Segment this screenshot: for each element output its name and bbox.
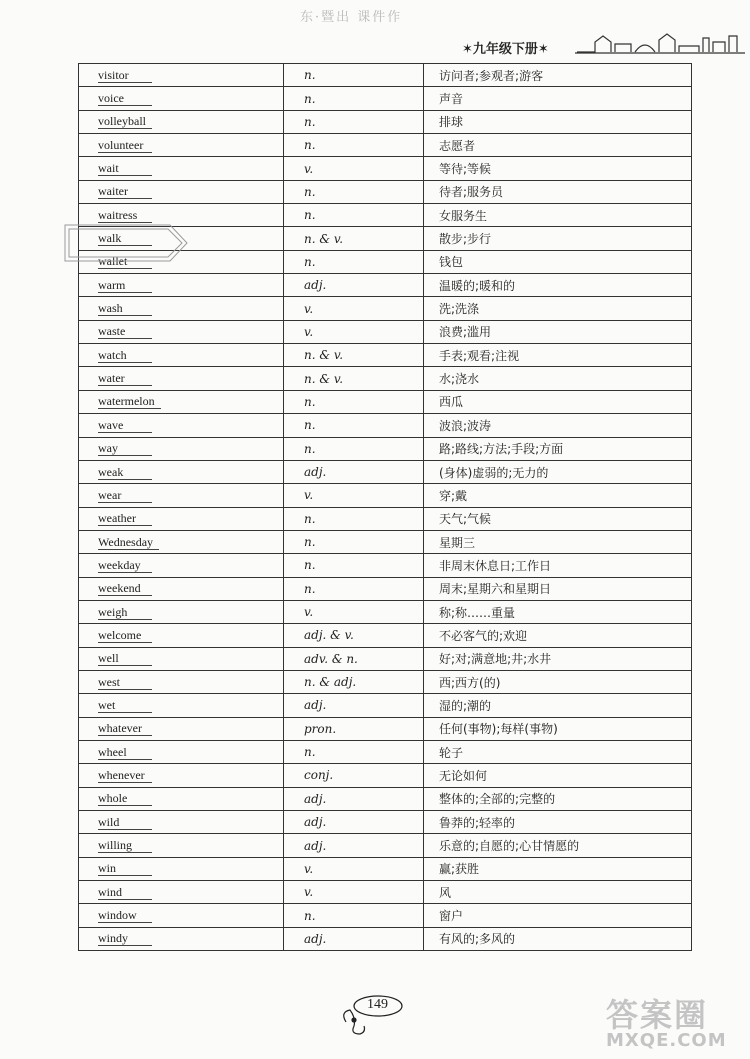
word-cell (79, 180, 284, 203)
meaning-cell: 轮子 (424, 740, 692, 763)
vocabulary-table (78, 63, 692, 951)
word-cell (79, 787, 284, 810)
meaning-cell: 路;路线;方法;手段;方面 (424, 437, 692, 460)
word-text: weigh (98, 606, 152, 620)
table-row (79, 927, 692, 950)
table-row (79, 881, 692, 904)
meaning-cell: 鲁莽的;轻率的 (424, 811, 692, 834)
part-of-speech-cell: adj. & v. (284, 624, 424, 647)
grade-label: 九年级下册 (472, 42, 538, 57)
word-text: whole (98, 792, 152, 806)
part-of-speech-cell: adj. (284, 927, 424, 950)
table-row (79, 787, 692, 810)
part-of-speech-cell: n. (284, 414, 424, 437)
meaning-cell: 无论如何 (424, 764, 692, 787)
grade-banner (462, 38, 549, 57)
table-row (79, 811, 692, 834)
word-cell (79, 577, 284, 600)
word-cell (79, 134, 284, 157)
word-text: watermelon (98, 395, 161, 409)
word-cell (79, 460, 284, 483)
part-of-speech-cell: adj. (284, 460, 424, 483)
meaning-cell: 志愿者 (424, 134, 692, 157)
part-of-speech-cell: n. (284, 110, 424, 133)
table-row (79, 110, 692, 133)
meaning-cell: 水;浇水 (424, 367, 692, 390)
word-cell (79, 484, 284, 507)
part-of-speech-cell: v. (284, 484, 424, 507)
word-cell (79, 927, 284, 950)
word-cell (79, 811, 284, 834)
meaning-cell: 西瓜 (424, 390, 692, 413)
part-of-speech-cell: v. (284, 320, 424, 343)
table-row (79, 390, 692, 413)
word-cell (79, 507, 284, 530)
table-row (79, 904, 692, 927)
part-of-speech-cell: v. (284, 600, 424, 623)
part-of-speech-cell: n. (284, 390, 424, 413)
meaning-cell: 周末;星期六和星期日 (424, 577, 692, 600)
part-of-speech-cell: adv. & n. (284, 647, 424, 670)
meaning-cell: 整体的;全部的;完整的 (424, 787, 692, 810)
part-of-speech-cell: n. & v. (284, 227, 424, 250)
word-text: wash (98, 302, 152, 316)
table-row (79, 484, 692, 507)
watermark-line1: 答案圈 (606, 996, 709, 1034)
watermark (606, 990, 746, 1054)
word-text: wind (98, 886, 152, 900)
word-cell (79, 740, 284, 763)
part-of-speech-cell: v. (284, 857, 424, 880)
meaning-cell: 穿;戴 (424, 484, 692, 507)
word-text: wear (98, 489, 152, 503)
meaning-cell: 洗;洗涤 (424, 297, 692, 320)
table-row (79, 134, 692, 157)
meaning-cell: 波浪;波涛 (424, 414, 692, 437)
word-cell (79, 717, 284, 740)
word-text: welcome (98, 629, 152, 643)
meaning-cell: (身体)虚弱的;无力的 (424, 460, 692, 483)
table-row (79, 694, 692, 717)
table-row (79, 274, 692, 297)
word-text: whenever (98, 769, 152, 783)
word-cell (79, 390, 284, 413)
meaning-cell: 称;称……重量 (424, 600, 692, 623)
meaning-cell: 访问者;参观者;游客 (424, 64, 692, 87)
table-row (79, 647, 692, 670)
word-text: weather (98, 512, 152, 526)
skyline-decoration-icon (575, 30, 745, 56)
word-text: waste (98, 325, 152, 339)
table-row (79, 460, 692, 483)
part-of-speech-cell: n. (284, 530, 424, 553)
word-text: windy (98, 932, 152, 946)
word-text: wait (98, 162, 152, 176)
meaning-cell: 西;西方(的) (424, 670, 692, 693)
word-text: waitress (98, 209, 152, 223)
word-text: window (98, 909, 152, 923)
word-cell (79, 624, 284, 647)
word-cell (79, 881, 284, 904)
part-of-speech-cell: v. (284, 297, 424, 320)
word-text: willing (98, 839, 152, 853)
part-of-speech-cell: n. (284, 87, 424, 110)
word-text: weekday (98, 559, 152, 573)
part-of-speech-cell: conj. (284, 764, 424, 787)
part-of-speech-cell: n. (284, 204, 424, 227)
table-row (79, 507, 692, 530)
part-of-speech-cell: n. & v. (284, 367, 424, 390)
word-cell (79, 904, 284, 927)
word-text: voice (98, 92, 152, 106)
table-row (79, 834, 692, 857)
meaning-cell: 散步;步行 (424, 227, 692, 250)
table-row (79, 530, 692, 553)
star-icon: ✶ (537, 42, 549, 57)
word-text: warm (98, 279, 152, 293)
word-cell (79, 297, 284, 320)
table-row (79, 437, 692, 460)
meaning-cell: 手表;观看;注视 (424, 344, 692, 367)
meaning-cell: 排球 (424, 110, 692, 133)
meaning-cell: 乐意的;自愿的;心甘情愿的 (424, 834, 692, 857)
part-of-speech-cell: n. (284, 64, 424, 87)
table-row (79, 764, 692, 787)
table-row (79, 414, 692, 437)
word-cell (79, 320, 284, 343)
meaning-cell: 好;对;满意地;井;水井 (424, 647, 692, 670)
table-row (79, 600, 692, 623)
part-of-speech-cell: v. (284, 881, 424, 904)
word-text: well (98, 652, 152, 666)
word-text: win (98, 862, 152, 876)
word-cell (79, 600, 284, 623)
part-of-speech-cell: n. & v. (284, 344, 424, 367)
stamp-mark (55, 205, 190, 275)
meaning-cell: 不必客气的;欢迎 (424, 624, 692, 647)
word-text: way (98, 442, 152, 456)
part-of-speech-cell: adj. (284, 694, 424, 717)
word-text: wet (98, 699, 152, 713)
meaning-cell: 星期三 (424, 530, 692, 553)
header-top-text: 东·暨出 课件作 (300, 10, 403, 25)
word-cell (79, 764, 284, 787)
table-row (79, 717, 692, 740)
part-of-speech-cell: n. (284, 250, 424, 273)
table-row (79, 320, 692, 343)
word-text: volunteer (98, 139, 152, 153)
part-of-speech-cell: adj. (284, 811, 424, 834)
table-row (79, 87, 692, 110)
table-row (79, 157, 692, 180)
word-text: wave (98, 419, 152, 433)
word-text: west (98, 676, 152, 690)
meaning-cell: 温暖的;暖和的 (424, 274, 692, 297)
meaning-cell: 待者;服务员 (424, 180, 692, 203)
meaning-cell: 风 (424, 881, 692, 904)
word-cell (79, 110, 284, 133)
word-cell (79, 344, 284, 367)
part-of-speech-cell: n. (284, 134, 424, 157)
meaning-cell: 非周末休息日;工作日 (424, 554, 692, 577)
word-text: weak (98, 466, 152, 480)
word-text: walk (98, 232, 152, 246)
meaning-cell: 浪费;滥用 (424, 320, 692, 343)
table-row (79, 624, 692, 647)
part-of-speech-cell: n. (284, 554, 424, 577)
word-cell (79, 857, 284, 880)
part-of-speech-cell: pron. (284, 717, 424, 740)
word-cell (79, 530, 284, 553)
table-row (79, 577, 692, 600)
word-cell (79, 367, 284, 390)
meaning-cell: 女服务生 (424, 204, 692, 227)
word-text: waiter (98, 185, 152, 199)
part-of-speech-cell: n. (284, 437, 424, 460)
part-of-speech-cell: adj. (284, 834, 424, 857)
part-of-speech-cell: adj. (284, 274, 424, 297)
word-text: wild (98, 816, 152, 830)
word-cell (79, 554, 284, 577)
word-cell (79, 87, 284, 110)
table-row (79, 180, 692, 203)
part-of-speech-cell: n. (284, 180, 424, 203)
table-row (79, 344, 692, 367)
watermark-line2: MXQE.COM (606, 1030, 727, 1051)
word-text: volleyball (98, 115, 152, 129)
word-cell (79, 414, 284, 437)
part-of-speech-cell: n. (284, 740, 424, 763)
meaning-cell: 任何(事物);每样(事物) (424, 717, 692, 740)
part-of-speech-cell: n. & adj. (284, 670, 424, 693)
meaning-cell: 有风的;多风的 (424, 927, 692, 950)
part-of-speech-cell: v. (284, 157, 424, 180)
word-cell (79, 670, 284, 693)
table-row (79, 297, 692, 320)
word-cell (79, 64, 284, 87)
word-text: watch (98, 349, 152, 363)
word-text: water (98, 372, 152, 386)
word-cell (79, 694, 284, 717)
table-row (79, 367, 692, 390)
table-row (79, 857, 692, 880)
word-text: wallet (98, 255, 152, 269)
meaning-cell: 钱包 (424, 250, 692, 273)
meaning-cell: 声音 (424, 87, 692, 110)
meaning-cell: 湿的;潮的 (424, 694, 692, 717)
star-icon: ✶ (462, 42, 473, 57)
part-of-speech-cell: adj. (284, 787, 424, 810)
table-row (79, 64, 692, 87)
part-of-speech-cell: n. (284, 577, 424, 600)
table-row (79, 670, 692, 693)
word-cell (79, 647, 284, 670)
word-cell (79, 274, 284, 297)
word-text: wheel (98, 746, 152, 760)
part-of-speech-cell: n. (284, 507, 424, 530)
word-text: weekend (98, 582, 152, 596)
table-row (79, 554, 692, 577)
meaning-cell: 赢;获胜 (424, 857, 692, 880)
word-text: visitor (98, 69, 152, 83)
word-text: Wednesday (98, 536, 159, 550)
meaning-cell: 等待;等候 (424, 157, 692, 180)
page-number: 149 (367, 997, 388, 1012)
meaning-cell: 天气;气候 (424, 507, 692, 530)
part-of-speech-cell: n. (284, 904, 424, 927)
table-row (79, 740, 692, 763)
word-cell (79, 437, 284, 460)
word-cell (79, 157, 284, 180)
word-text: whatever (98, 722, 152, 736)
word-cell (79, 834, 284, 857)
meaning-cell: 窗户 (424, 904, 692, 927)
